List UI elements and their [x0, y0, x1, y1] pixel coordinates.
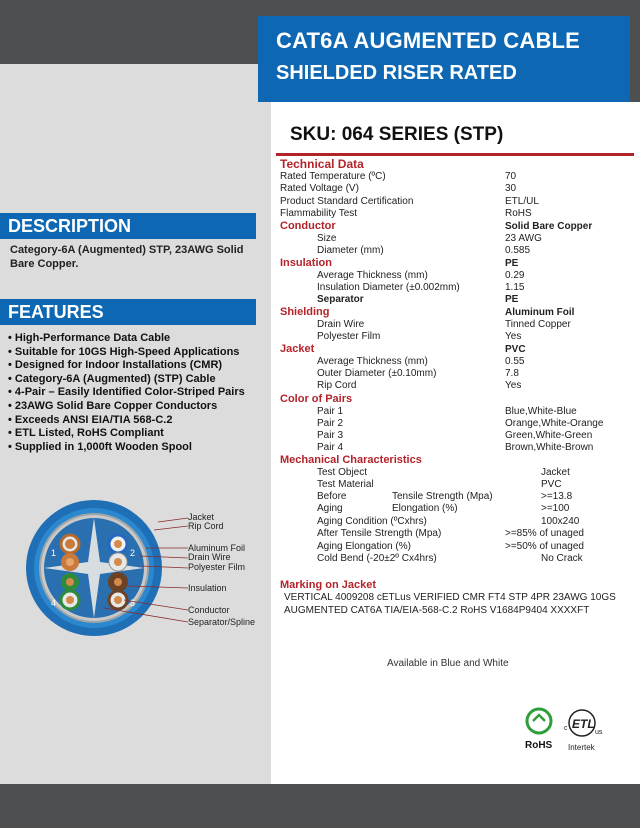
spec-value: 23 AWG: [505, 233, 542, 244]
label-separator: Separator/Spline: [188, 617, 256, 627]
spec-key: Flammability Test: [280, 208, 358, 219]
header-banner: [258, 16, 630, 102]
rohs-label: RoHS: [525, 740, 553, 751]
spec-value: Tinned Copper: [505, 319, 571, 330]
jacket-value: PVC: [505, 344, 526, 355]
label-jacket: Jacket: [188, 512, 215, 522]
spec-key: Outer Diameter (±0.10mm): [317, 368, 437, 379]
feature-item: • 4-Pair – Easily Identified Color-Striped Pairs: [8, 386, 245, 399]
pair1-a-core: [65, 539, 75, 549]
spec-key: Pair 1: [317, 406, 344, 417]
spec-key: Average Thickness (mm): [317, 356, 428, 367]
feature-item: • Exceeds ANSI EIA/TIA 568-C.2: [8, 413, 173, 426]
features-list: [8, 332, 245, 454]
spec-value: RoHS: [505, 208, 532, 219]
pair-number-4: 4: [51, 598, 57, 608]
label-conductor: Conductor: [188, 605, 230, 615]
spec-value: Orange,White-Orange: [505, 418, 604, 429]
shielding-value: Aluminum Foil: [505, 307, 575, 318]
label-polyester-film: Polyester Film: [188, 562, 246, 572]
conductor-value: Solid Bare Copper: [505, 221, 593, 232]
conductor-heading: Conductor: [280, 220, 336, 232]
pair2-b-core: [114, 558, 122, 566]
sku-divider: [276, 153, 634, 156]
pair3-a-core: [114, 578, 122, 586]
feature-item: • Suitable for 10GS High-Speed Applications: [8, 345, 240, 358]
label-rip-cord: Rip Cord: [188, 521, 224, 531]
spec-key: Pair 3: [317, 430, 344, 441]
pairs-heading: Color of Pairs: [280, 393, 353, 405]
rohs-logo: [525, 709, 553, 751]
label-insulation: Insulation: [188, 583, 227, 593]
etl-us: us: [595, 729, 603, 736]
label-drain-wire: Drain Wire: [188, 552, 231, 562]
pair4-a-core: [66, 578, 74, 586]
etl-logo: [564, 710, 603, 752]
separator-value: PE: [505, 294, 519, 305]
spec-key: Before: [317, 491, 347, 502]
spec-key: Tensile Strength (Mpa): [392, 491, 493, 502]
spec-key: Average Thickness (mm): [317, 270, 428, 281]
spec-key: Aging Condition (ºCxhrs): [317, 516, 427, 527]
spec-key: Aging Elongation (%): [317, 541, 411, 552]
spec-value: >=13.8: [541, 491, 573, 502]
spec-key: Polyester Film: [317, 331, 381, 342]
spec-key: Product Standard Certification: [280, 196, 414, 207]
header-title: CAT6A AUGMENTED CABLE: [276, 28, 581, 53]
spec-key: Diameter (mm): [317, 245, 384, 256]
header-subtitle: SHIELDED RISER RATED: [276, 62, 517, 84]
marking-heading: Marking on Jacket: [280, 579, 376, 591]
spec-key: Insulation Diameter (±0.002mm): [317, 282, 460, 293]
spec-value: Blue,White-Blue: [505, 406, 577, 417]
label-aluminum-foil: Aluminum Foil: [188, 543, 246, 553]
spec-key: Test Object: [317, 467, 368, 478]
spec-value: No Crack: [541, 553, 583, 564]
spec-value: 0.585: [505, 245, 531, 256]
spec-key: Rip Cord: [317, 380, 357, 391]
pair1-b-core: [66, 558, 74, 566]
spec-value: Yes: [505, 331, 522, 342]
spec-key: Cold Bend (-20±2º Cx4hrs): [317, 553, 437, 564]
jacket-heading: Jacket: [280, 343, 315, 355]
spec-value: 30: [505, 183, 517, 194]
spec-key: Drain Wire: [317, 319, 365, 330]
tech-heading: Technical Data: [280, 157, 364, 171]
intertek-label: Intertek: [568, 743, 595, 752]
spec-value: >=100: [541, 503, 570, 514]
insulation-heading: Insulation: [280, 257, 332, 269]
availability-note: Available in Blue and White: [387, 658, 509, 669]
spec-key: Rated Temperature (ºC): [280, 171, 386, 182]
feature-item: • 23AWG Solid Bare Copper Conductors: [8, 399, 218, 412]
pair-number-1: 1: [51, 548, 57, 558]
description-text: Category-6A (Augmented) STP, 23AWG Solid Bare Copper.: [10, 244, 244, 270]
spec-value: 0.55: [505, 356, 525, 367]
pair4-b-core: [66, 596, 74, 604]
spec-value: Brown,White-Brown: [505, 442, 594, 453]
pair-number-3: 3: [130, 598, 136, 608]
recycle-icon: [527, 709, 551, 733]
insulation-value: PE: [505, 258, 519, 269]
mech-heading: Mechanical Characteristics: [280, 454, 422, 466]
feature-item: • ETL Listed, RoHS Compliant: [8, 427, 164, 440]
spec-value: 0.29: [505, 270, 525, 281]
spec-value: >=50% of unaged: [505, 541, 584, 552]
bottom-band: [0, 784, 640, 828]
spec-key: Size: [317, 233, 337, 244]
spec-value: Jacket: [541, 467, 570, 478]
spec-key: After Tensile Strength (Mpa): [317, 528, 442, 539]
spec-key: Test Material: [317, 479, 374, 490]
shielding-heading: Shielding: [280, 306, 330, 318]
spec-value: 70: [505, 171, 517, 182]
spec-key: Elongation (%): [392, 503, 458, 514]
separator-key: Separator: [317, 294, 364, 305]
pair-number-2: 2: [130, 548, 136, 558]
spec-value: 100x240: [541, 516, 580, 527]
spec-value: Yes: [505, 380, 522, 391]
spec-value: 7.8: [505, 368, 519, 379]
spec-key: Aging: [317, 503, 343, 514]
cable-cross-section-diagram: [8, 496, 270, 636]
spec-value: 1.15: [505, 282, 525, 293]
etl-c: c: [564, 725, 568, 732]
spec-value: Green,White-Green: [505, 430, 593, 441]
pair2-a-core: [114, 540, 122, 548]
spec-value: ETL/UL: [505, 196, 539, 207]
feature-item: • Supplied in 1,000ft Wooden Spool: [8, 440, 192, 453]
pair3-b-core: [114, 596, 122, 604]
spec-key: Pair 4: [317, 442, 344, 453]
feature-item: • High-Performance Data Cable: [8, 332, 171, 344]
spec-key: Pair 2: [317, 418, 344, 429]
etl-mark: ETL: [572, 717, 595, 731]
certification-logos: [522, 706, 608, 756]
marking-text: VERTICAL 4009208 cETLus VERIFIED CMR FT4 STP 4PR 23AWG 10GS AUGMENTED CAT6A TIA/EIA-568-C.2 RoHS V1684P9404 XXXXFT: [284, 592, 616, 616]
features-heading: FEATURES: [0, 299, 256, 325]
spec-value: >=85% of unaged: [505, 528, 584, 539]
spec-value: PVC: [541, 479, 562, 490]
sku-title: SKU: 064 SERIES (STP): [290, 124, 504, 145]
description-heading: DESCRIPTION: [0, 213, 256, 239]
feature-item: • Designed for Indoor Installations (CMR): [8, 359, 223, 372]
feature-item: • Category-6A (Augmented) (STP) Cable: [8, 372, 216, 385]
spec-key: Rated Voltage (V): [280, 183, 359, 194]
